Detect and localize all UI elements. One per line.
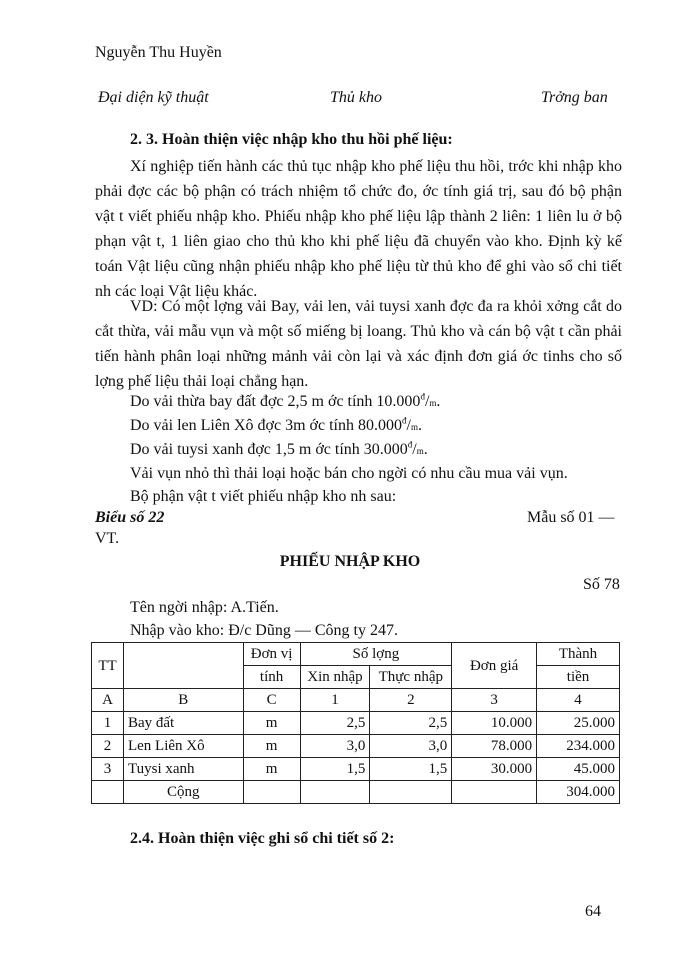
header-amount-1: Thành xyxy=(537,643,620,666)
header-quantity: Số lợng xyxy=(300,643,452,666)
table-header-row xyxy=(92,643,620,666)
code-cell: B xyxy=(123,689,243,712)
form-serial: Số 78 xyxy=(583,576,620,593)
form-title: PHIẾU NHẬP KHO xyxy=(279,553,421,570)
row-requested: 3,0 xyxy=(300,735,370,758)
total-empty xyxy=(300,781,370,804)
header-actual: Thực nhập xyxy=(370,666,452,689)
row-unit: m xyxy=(243,758,300,781)
total-label: Cộng xyxy=(123,781,243,804)
section-heading-2-3: 2. 3. Hoàn thiện việc nhập kho thu hồi phế liệu: xyxy=(130,131,453,148)
table-row xyxy=(92,712,620,735)
estimate-line-tuysi-text: Do vải tuysi xanh đợc 1,5 m ớc tính 30.000 xyxy=(130,441,408,458)
row-name: Bay đất xyxy=(123,712,243,735)
row-tt: 2 xyxy=(92,735,124,758)
table-code-row xyxy=(92,689,620,712)
unit-sup: đ xyxy=(407,439,413,450)
row-actual: 1,5 xyxy=(370,758,452,781)
code-cell: 2 xyxy=(370,689,452,712)
header-amount-2: tiền xyxy=(537,666,620,689)
row-name: Len Liên Xô xyxy=(123,735,243,758)
page-number: 64 xyxy=(585,903,601,920)
total-empty xyxy=(452,781,537,804)
paragraph-2 xyxy=(95,294,622,394)
estimate-line-bay-text: Do vải thừa bay đất đợc 2,5 m ớc tính 10.000 xyxy=(130,393,421,410)
unit-sub: m xyxy=(410,422,418,432)
row-name: Tuysi xanh xyxy=(123,758,243,781)
total-empty xyxy=(243,781,300,804)
receipt-table xyxy=(91,642,620,804)
scrap-line: Vải vụn nhỏ thì thải loại hoặc bán cho ngời có nhu cầu mua vải vụn. xyxy=(130,465,568,482)
unit-sup: đ xyxy=(401,415,407,426)
row-amount: 45.000 xyxy=(537,758,620,781)
row-tt: 3 xyxy=(92,758,124,781)
row-requested: 2,5 xyxy=(300,712,370,735)
header-tt: TT xyxy=(92,643,124,689)
code-cell: 4 xyxy=(537,689,620,712)
row-tt: 1 xyxy=(92,712,124,735)
paragraph-1-text: Xí nghiệp tiến hành các thủ tục nhập kho phế liệu thu hồi, trớc khi nhập kho phải đợc các bộ phận có trách nhiệm tổ chức đo, ớc tính giá trị, sau đó bộ phận vật t viết phiếu nhập kho. Phiếu nhập kho phế liệu lập thành 2 liên: 1 liên lu ở bộ phạn vật t, 1 liên giao cho thủ kho khi phế liệu đã chuyển vào kho. Định kỳ kế toán Vật liệu cũng nhận phiếu nhập kho phế liệu từ thủ kho để ghi vào sổ chi tiết nh các loại Vật liệu khác. xyxy=(95,158,622,300)
row-amount: 234.000 xyxy=(537,735,620,758)
row-unit-price: 78.000 xyxy=(452,735,537,758)
header-unit-price: Đơn giá xyxy=(452,643,537,689)
receiver-name: Tên ngời nhập: A.Tiến. xyxy=(130,599,279,616)
code-cell: C xyxy=(243,689,300,712)
code-cell: 3 xyxy=(452,689,537,712)
template-number: Mẫu số 01 — xyxy=(527,509,615,526)
intro-line: Bộ phận vật t viết phiếu nhập kho nh sau: xyxy=(130,488,397,505)
form-number: Biểu số 22 xyxy=(95,509,165,526)
row-unit-price: 10.000 xyxy=(452,712,537,735)
unit-sub: m xyxy=(429,398,437,408)
paragraph-1 xyxy=(95,154,622,304)
table-row xyxy=(92,735,620,758)
template-number-cont: VT. xyxy=(95,530,120,547)
row-actual: 2,5 xyxy=(370,712,452,735)
row-unit: m xyxy=(243,712,300,735)
warehouse-line: Nhập vào kho: Đ/c Dũng — Công ty 247. xyxy=(130,622,398,639)
header-name xyxy=(123,643,243,689)
paragraph-2-text: VD: Có một lợng vải Bay, vải len, vải tuysi xanh đợc đa ra khỏi xởng cắt do cắt thừa, vải mẫu vụn và một số miếng bị loang. Thủ kho và cán bộ vật t cần phải tiến hành phân loại những mảnh vải còn lại và xác định đơn giá ớc tinhs cho số lợng phế liệu thải loại chẳng hạn. xyxy=(95,298,622,390)
header-unit-2: tính xyxy=(243,666,300,689)
estimate-line-bay: Do vải thừa bay đất đợc 2,5 m ớc tính $10.000^đ/m$. xyxy=(130,391,441,410)
unit-sub: m xyxy=(416,446,424,456)
header-unit-1: Đơn vị xyxy=(243,643,300,666)
total-value: 304.000 xyxy=(537,781,620,804)
unit-sup: đ xyxy=(420,391,425,402)
row-actual: 3,0 xyxy=(370,735,452,758)
section-heading-2-4: 2.4. Hoàn thiện việc ghi sổ chi tiết số 2: xyxy=(130,830,395,847)
table-total-row xyxy=(92,781,620,804)
estimate-line-tuysi: Do vải tuysi xanh đợc 1,5 m ớc tính $30.000^đ/m$. xyxy=(130,439,428,458)
signature-technical: Đại diện kỹ thuật xyxy=(98,89,209,106)
signature-storekeeper: Thủ kho xyxy=(330,89,382,106)
total-empty xyxy=(370,781,452,804)
code-cell: 1 xyxy=(300,689,370,712)
row-unit-price: 30.000 xyxy=(452,758,537,781)
row-unit: m xyxy=(243,735,300,758)
row-amount: 25.000 xyxy=(537,712,620,735)
code-cell: A xyxy=(92,689,124,712)
header-requested: Xin nhập xyxy=(300,666,370,689)
row-requested: 1,5 xyxy=(300,758,370,781)
estimate-line-len: Do vải len Liên Xô đợc 3m ớc tính $80.000^đ/m$. xyxy=(130,415,422,434)
author-name: Nguyễn Thu Huyền xyxy=(95,44,222,61)
estimate-line-len-text: Do vải len Liên Xô đợc 3m ớc tính 80.000 xyxy=(130,417,402,434)
total-empty xyxy=(92,781,124,804)
table-row xyxy=(92,758,620,781)
signature-head: Trởng ban xyxy=(541,89,608,106)
